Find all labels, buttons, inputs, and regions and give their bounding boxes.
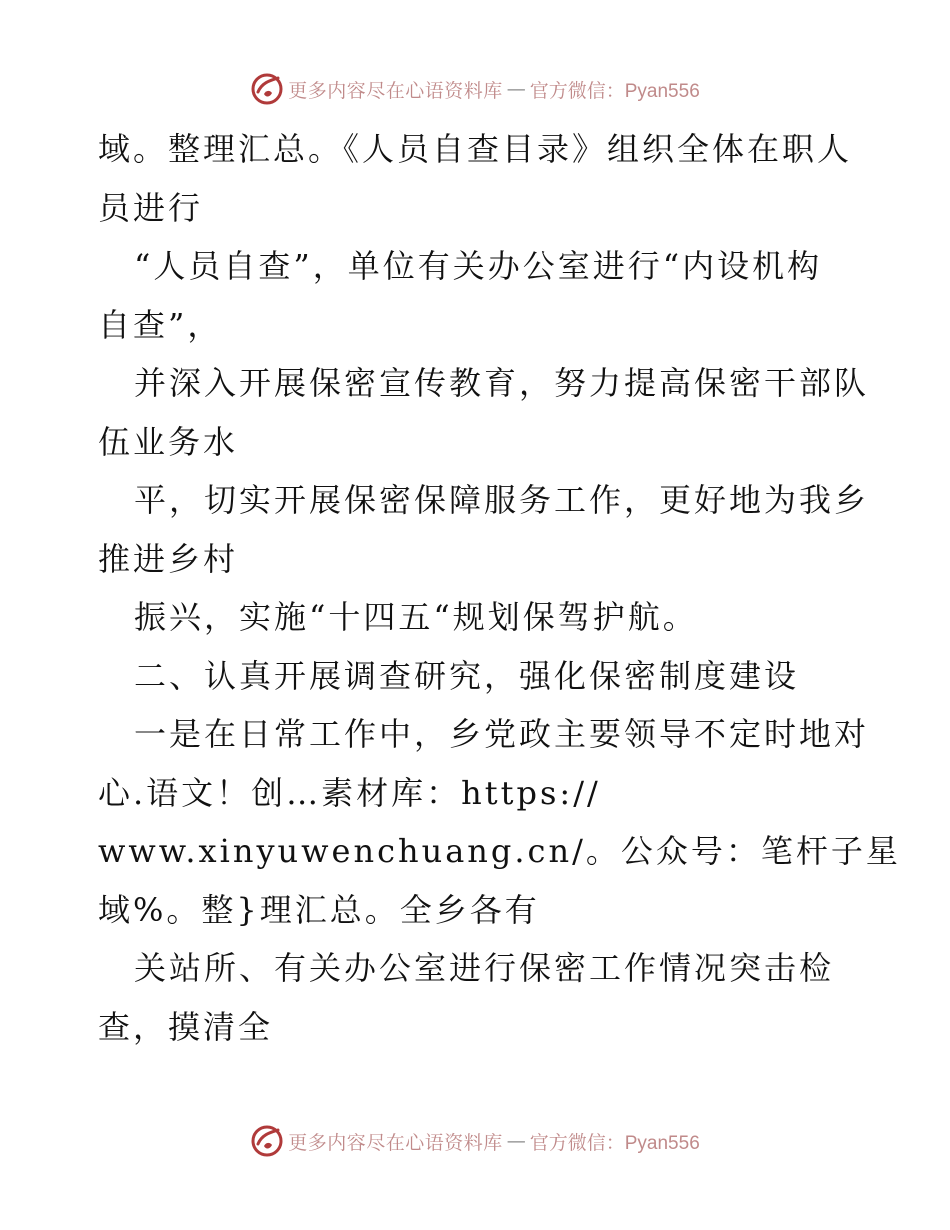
document-body <box>98 120 901 1056</box>
footer-banner-contact: 官方微信：Pyan556 <box>529 1132 700 1154</box>
header-banner-text: 更多内容尽在心语资料库 <box>288 79 503 102</box>
text-line: 平，切实开展保密保障服务工作，更好地为我乡 <box>134 481 870 519</box>
text-line: 员进行 <box>98 188 204 227</box>
text-line: 查，摸清全 <box>98 1007 274 1046</box>
brush-heart-logo-icon <box>250 72 284 106</box>
page-header-banner <box>0 72 950 106</box>
brush-heart-logo-icon <box>250 1124 284 1158</box>
footer-banner-text: 更多内容尽在心语资料库 <box>288 1131 503 1154</box>
text-line: “人员自查”，单位有关办公室进行“内设机构 <box>134 247 823 285</box>
text-line: 心.语文！创…素材库：https:// <box>98 773 601 812</box>
footer-banner-separator: — <box>506 1130 526 1152</box>
header-banner-separator: — <box>506 78 526 100</box>
text-line: 一是在日常工作中，乡党政主要领导不定时地对 <box>134 715 870 753</box>
text-line: 推进乡村 <box>98 539 239 578</box>
page-footer-banner <box>0 1124 950 1158</box>
header-banner-contact: 官方微信：Pyan556 <box>529 80 700 102</box>
text-line: 域%。整}理汇总。全乡各有 <box>98 890 540 929</box>
text-line: 域。整理汇总。《人员自查目录》组织全体在职人 <box>98 130 853 168</box>
text-line: 二、认真开展调查研究，强化保密制度建设 <box>134 656 800 695</box>
text-line: 并深入开展保密宣传教育，努力提高保密干部队 <box>134 364 870 402</box>
text-line: 振兴，实施“十四五“规划保驾护航。 <box>134 598 698 636</box>
text-line: 关站所、有关办公室进行保密工作情况突击检 <box>134 949 835 987</box>
text-line: 自查”， <box>98 305 223 344</box>
text-line: 伍业务水 <box>98 422 239 461</box>
text-line: www.xinyuwenchuang.cn/。公众号：笔杆子星 <box>98 832 901 870</box>
